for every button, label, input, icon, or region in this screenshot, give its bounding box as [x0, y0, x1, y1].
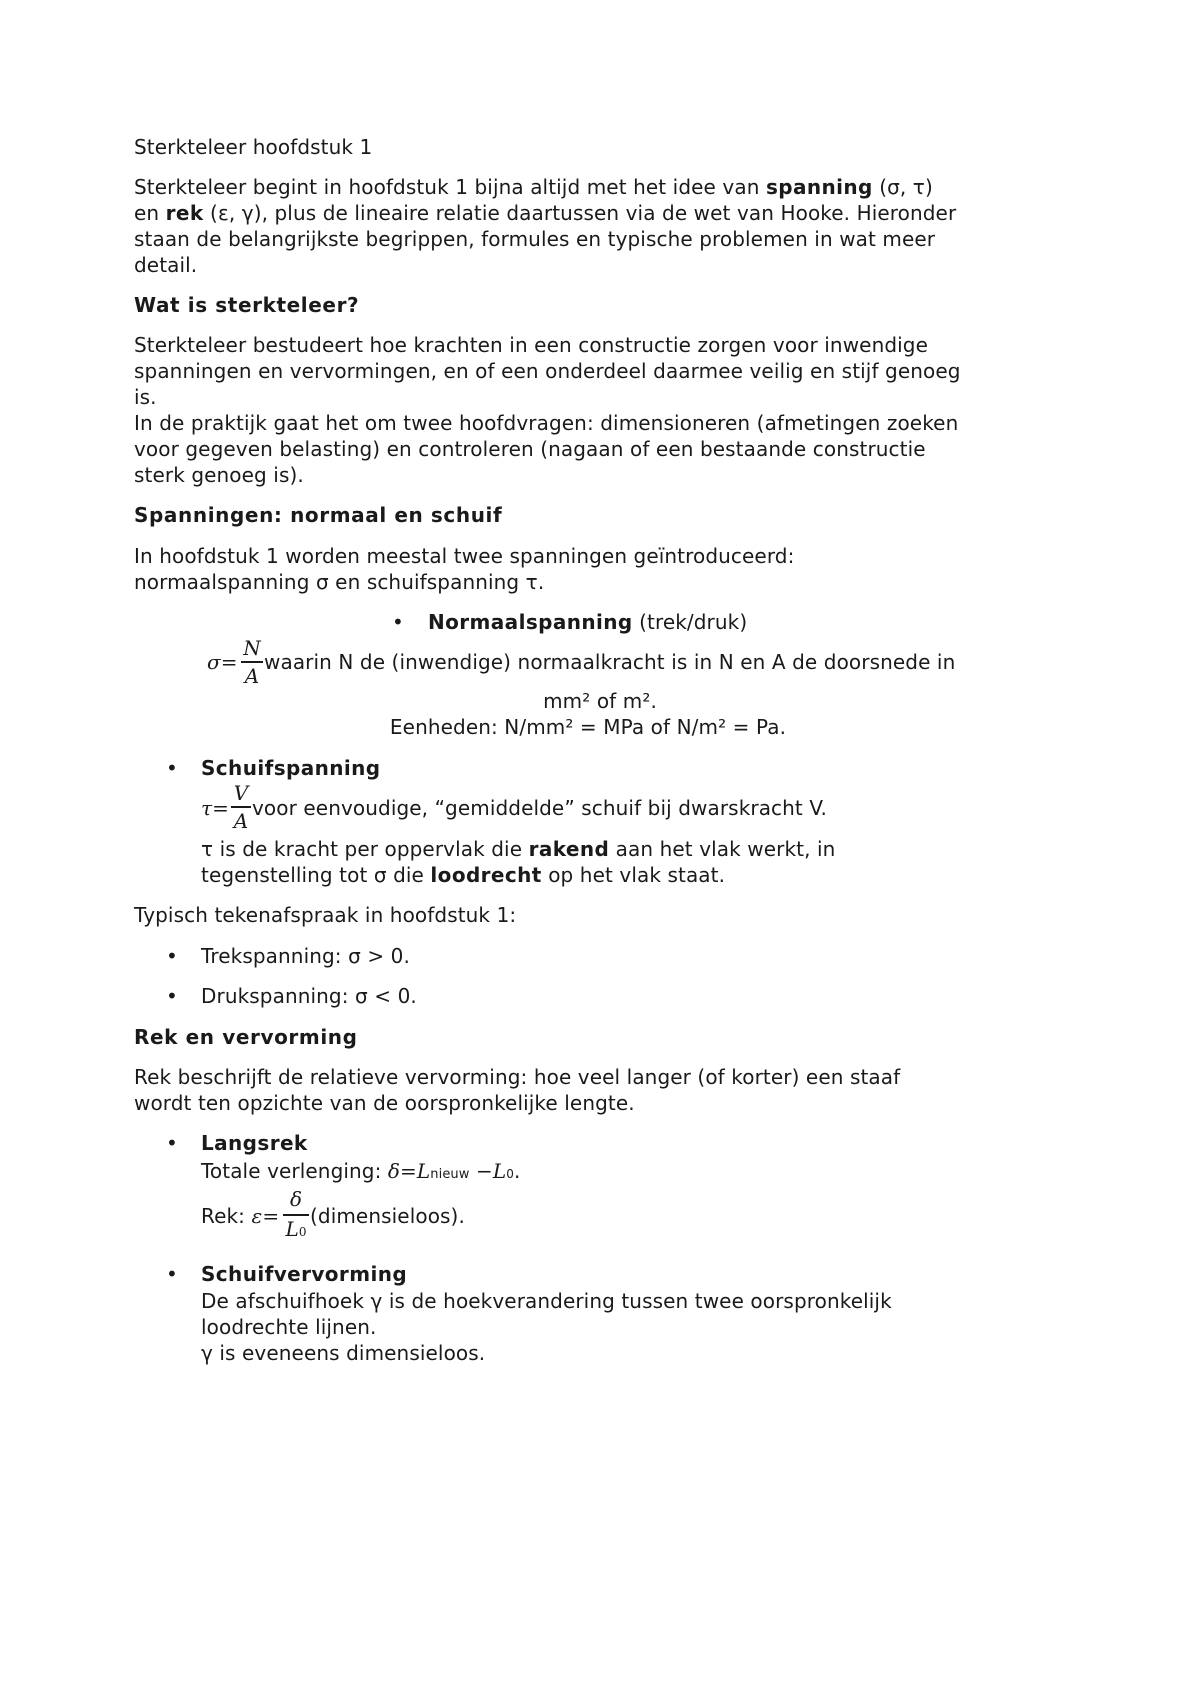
- schuif-explanation-2: tegenstelling tot σ die loodrecht op het vlak staat.: [201, 863, 726, 887]
- verlenging-formula: Totale verlenging: δ=Lnieuw −L0.: [201, 1159, 521, 1183]
- bullet-icon: •: [392, 610, 404, 634]
- paragraph-line: In hoofdstuk 1 worden meestal twee spanningen geïntroduceerd:: [134, 544, 795, 568]
- bullet-schuifvervorming: Schuifvervorming: [201, 1262, 408, 1286]
- section-heading-rek: Rek en vervorming: [134, 1025, 358, 1049]
- formula-tau-denominator: A: [233, 809, 249, 833]
- paragraph-line: normaalspanning σ en schuifspanning τ.: [134, 570, 545, 594]
- formula-sigma-lhs: σ=: [207, 650, 238, 674]
- section-heading-sterkteleer: Wat is sterkteleer?: [134, 293, 360, 317]
- formula-rek-numerator: δ: [289, 1187, 303, 1211]
- bullet-icon: •: [166, 756, 178, 780]
- sign-druk: Drukspanning: σ < 0.: [201, 984, 417, 1008]
- bullet-icon: •: [166, 944, 178, 968]
- paragraph-line: voor gegeven belasting) en controleren (nagaan of een bestaande constructie: [134, 437, 926, 461]
- bullet-icon: •: [166, 1131, 178, 1155]
- schuif-explanation-1: τ is de kracht per oppervlak die rakend aan het vlak werkt, in: [201, 837, 836, 861]
- rek-label: Rek: ε=: [201, 1204, 280, 1228]
- formula-sigma-text: waarin N de (inwendige) normaalkracht is in N en A de doorsnede in: [264, 650, 956, 674]
- paragraph-line: Rek beschrijft de relatieve vervorming: hoe veel langer (of korter) een staaf: [134, 1065, 901, 1089]
- rek-suffix: (dimensieloos).: [310, 1204, 465, 1228]
- paragraph-line: In de praktijk gaat het om twee hoofdvragen: dimensioneren (afmetingen zoeken: [134, 411, 959, 435]
- intro-line-3: staan de belangrijkste begrippen, formules en typische problemen in wat meer: [134, 227, 936, 251]
- intro-line-2: en rek (ε, γ), plus de lineaire relatie daartussen via de wet van Hooke. Hieronder: [134, 201, 957, 225]
- bullet-langsrek: Langsrek: [201, 1131, 308, 1155]
- paragraph-line: is.: [134, 385, 157, 409]
- paragraph-line: Sterkteleer bestudeert hoe krachten in een constructie zorgen voor inwendige: [134, 333, 928, 357]
- bullet-icon: •: [166, 1262, 178, 1286]
- paragraph-line: De afschuifhoek γ is de hoekverandering tussen twee oorspronkelijk: [201, 1289, 892, 1313]
- fraction-bar: [283, 1214, 309, 1216]
- formula-sigma-denominator: A: [244, 664, 260, 688]
- normaal-units-line: mm² of m².: [543, 689, 657, 713]
- formula-sigma-numerator: N: [243, 636, 261, 660]
- fraction-bar: [241, 661, 263, 663]
- paragraph-line: spanningen en vervormingen, en of een onderdeel daarmee veilig en stijf genoeg: [134, 359, 961, 383]
- paragraph-line: γ is eveneens dimensieloos.: [201, 1341, 486, 1365]
- formula-tau-text: voor eenvoudige, “gemiddelde” schuif bij dwarskracht V.: [252, 796, 827, 820]
- intro-line-1: Sterkteleer begint in hoofdstuk 1 bijna altijd met het idee van spanning (σ, τ): [134, 175, 933, 199]
- formula-tau-lhs: τ=: [201, 796, 230, 820]
- sign-trek: Trekspanning: σ > 0.: [201, 944, 410, 968]
- document-title: Sterkteleer hoofdstuk 1: [134, 135, 373, 159]
- bullet-normaalspanning: Normaalspanning (trek/druk): [428, 610, 748, 634]
- paragraph-line: wordt ten opzichte van de oorspronkelijke lengte.: [134, 1091, 635, 1115]
- formula-tau-numerator: V: [233, 781, 249, 805]
- section-heading-spanningen: Spanningen: normaal en schuif: [134, 503, 503, 527]
- paragraph-line: loodrechte lijnen.: [201, 1315, 377, 1339]
- sign-convention-intro: Typisch tekenafspraak in hoofdstuk 1:: [134, 903, 517, 927]
- normaal-eenheden-line: Eenheden: N/mm² = MPa of N/m² = Pa.: [389, 715, 787, 739]
- intro-line-4: detail.: [134, 253, 198, 277]
- bullet-icon: •: [166, 984, 178, 1008]
- fraction-bar: [231, 806, 251, 808]
- paragraph-line: sterk genoeg is).: [134, 463, 304, 487]
- bullet-schuifspanning: Schuifspanning: [201, 756, 381, 780]
- formula-rek-denominator: L0: [285, 1217, 307, 1241]
